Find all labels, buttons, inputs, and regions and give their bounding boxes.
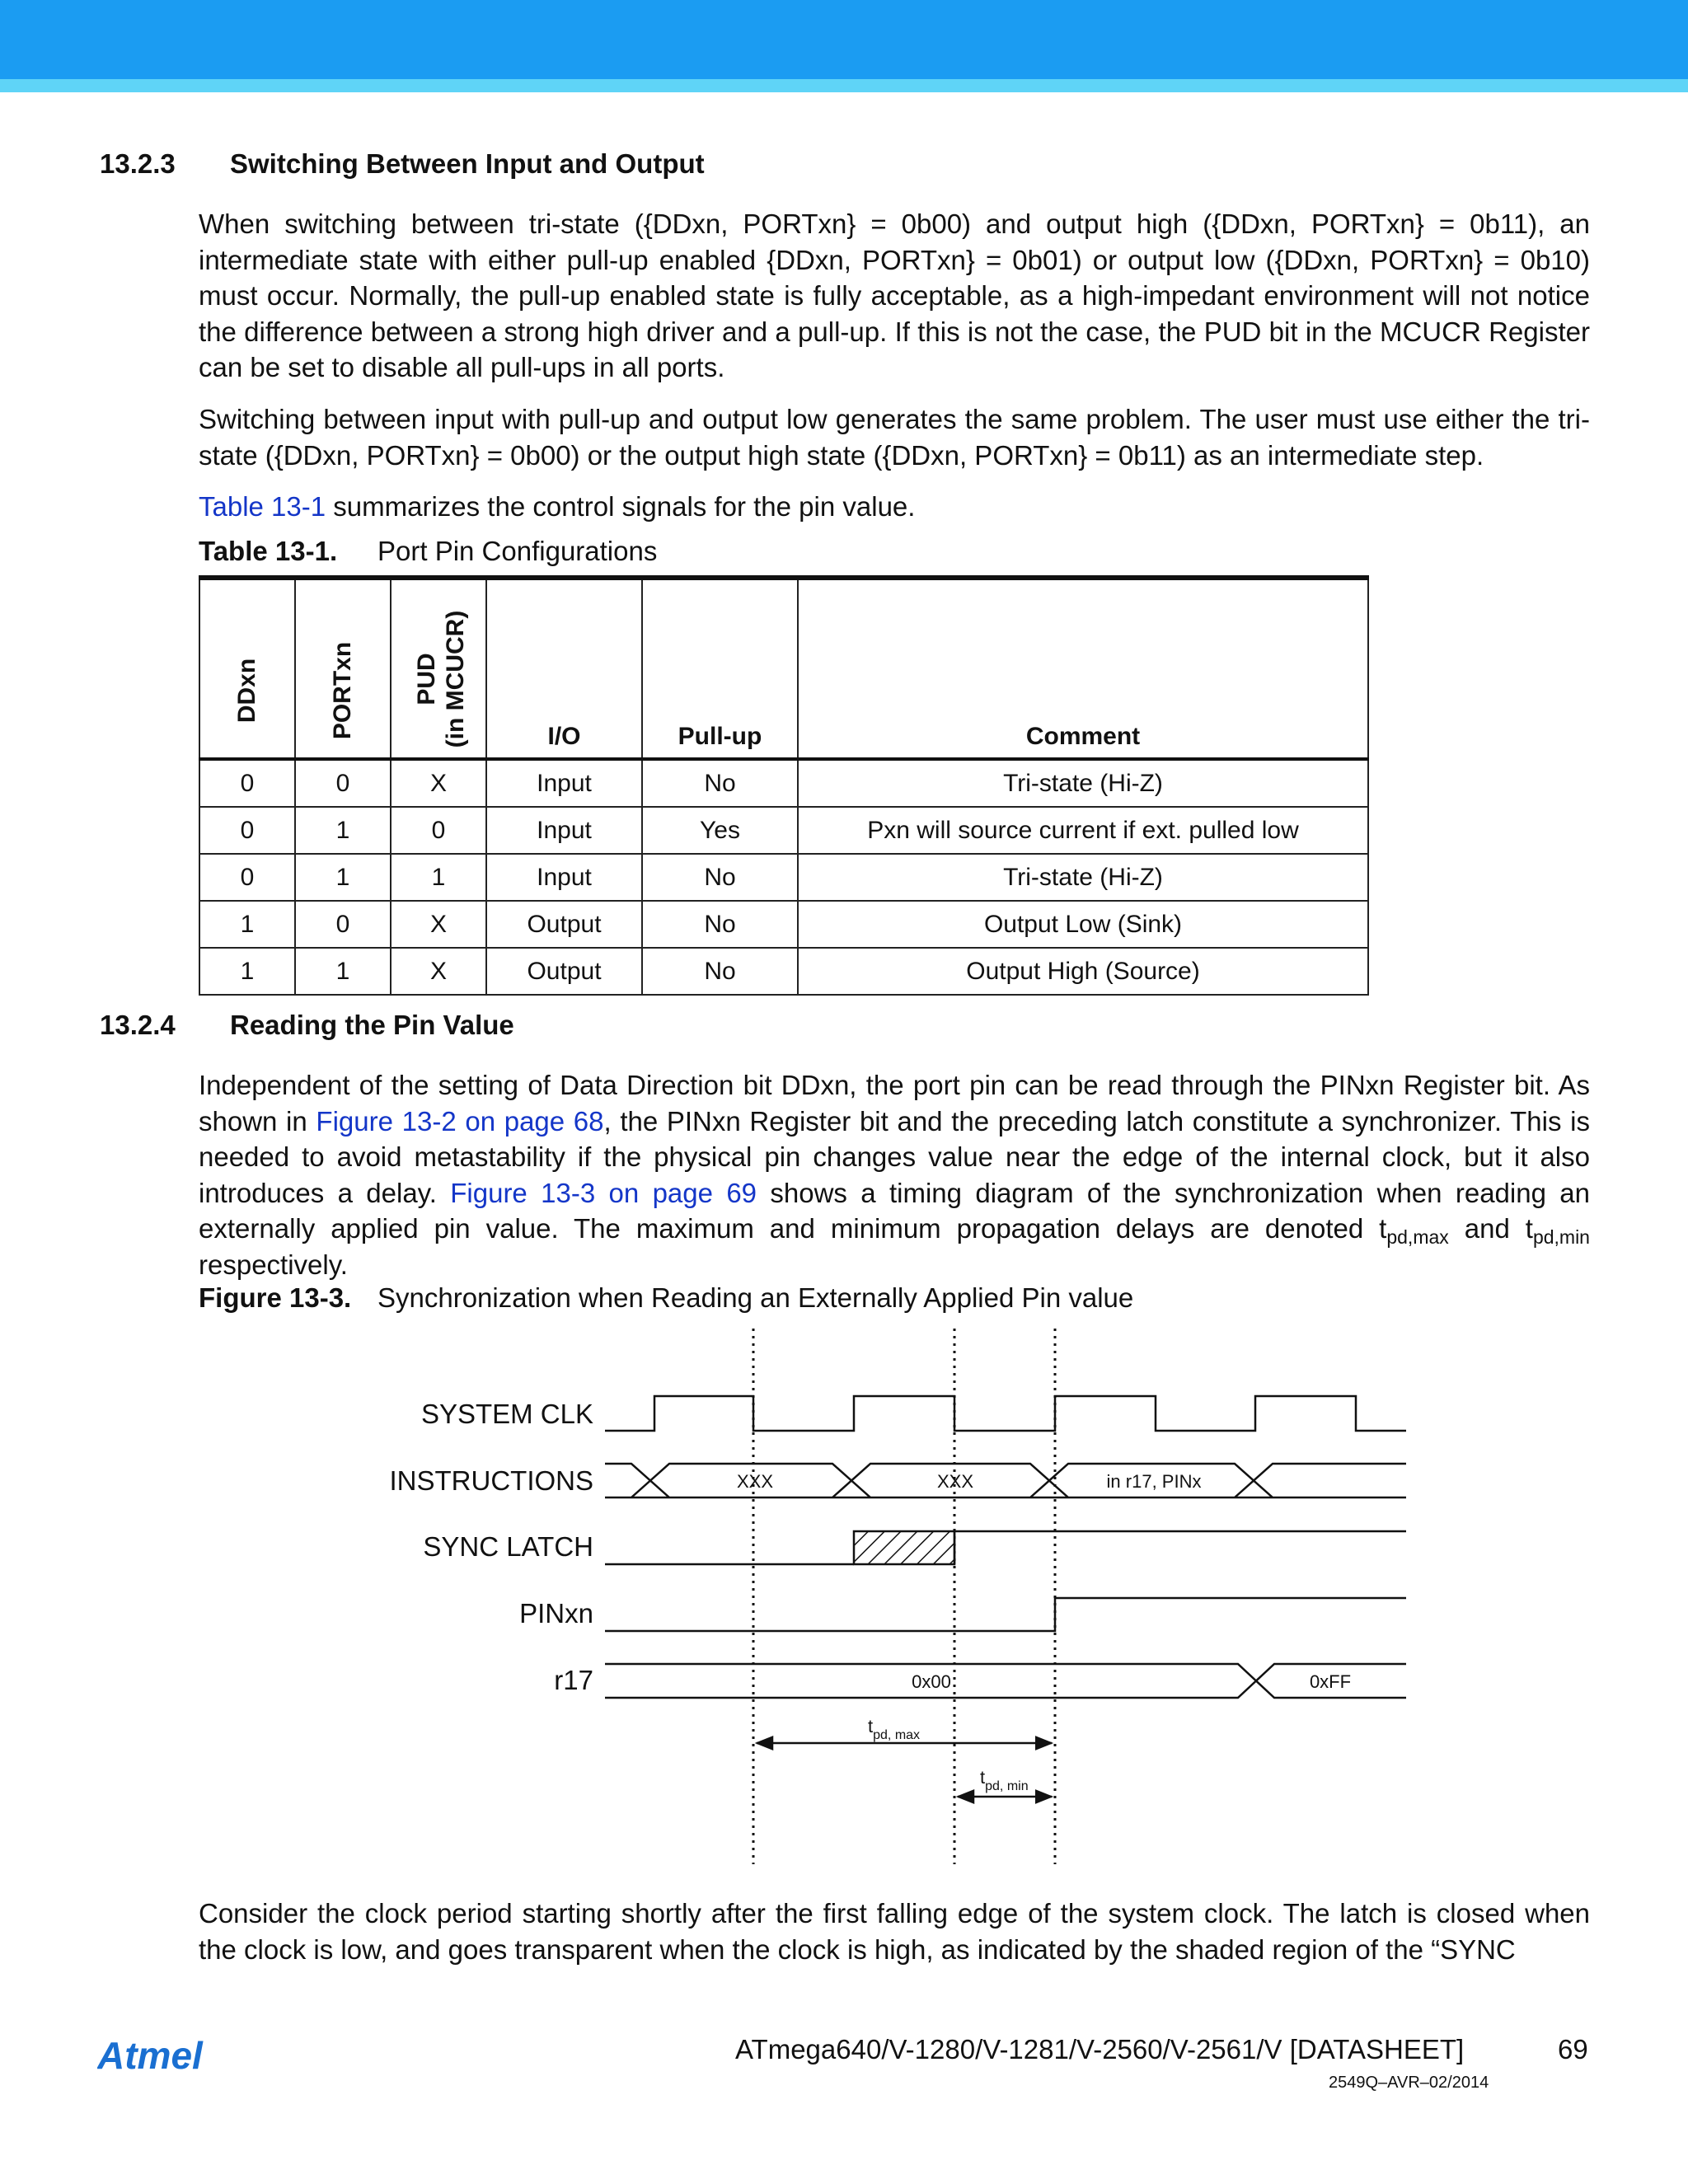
- paragraph-pullup-problem: Switching between input with pull-up and output low generates the same problem. The user must use either the tri-state ({DDxn, PORTxn} = 0b00) or the output high state ({DDxn, PORTxn} = 0b11) as an intermediate step.: [199, 404, 1590, 471]
- cell-portxn: 0: [295, 759, 391, 807]
- instr-bus-label-3: in r17, PINx: [1106, 1471, 1202, 1492]
- cell-io: Input: [486, 807, 642, 854]
- table-caption-text: Port Pin Configurations: [377, 536, 658, 566]
- header-comment: Comment: [798, 578, 1368, 759]
- r17-bus-label-2: 0xFF: [1309, 1671, 1352, 1692]
- cell-ddxn: 1: [199, 948, 295, 995]
- cell-pud: X: [391, 901, 486, 948]
- tpd-min-label: $t_{pd, min}$: [980, 1767, 1029, 1793]
- cell-portxn: 1: [295, 854, 391, 901]
- cell-pullup: No: [642, 901, 798, 948]
- cell-pud: 0: [391, 807, 486, 854]
- cell-portxn: 1: [295, 807, 391, 854]
- instr-bus-label-2: XXX: [936, 1471, 974, 1492]
- signal-label-clk: SYSTEM CLK: [420, 1399, 593, 1429]
- figure-caption-text: Synchronization when Reading an Externally Applied Pin value: [377, 1282, 1134, 1313]
- cell-comment: Tri-state (Hi-Z): [798, 759, 1368, 807]
- table-reference-text: summarizes the control signals for the pin value.: [326, 491, 916, 522]
- header-ddxn: DDxn: [199, 578, 295, 759]
- sync-latch-waveform-high: [954, 1531, 1406, 1564]
- figure-13-2-link[interactable]: Figure 13-2 on page 68: [316, 1105, 604, 1137]
- section-number: 13.2.3: [100, 148, 176, 179]
- section-title: Switching Between Input and Output: [230, 148, 705, 179]
- section-number: 13.2.4: [100, 1010, 176, 1040]
- cell-io: Output: [486, 901, 642, 948]
- cell-ddxn: 0: [199, 854, 295, 901]
- cell-ddxn: 1: [199, 901, 295, 948]
- cell-ddxn: 0: [199, 807, 295, 854]
- clk-waveform: [605, 1396, 1406, 1431]
- cell-pullup: No: [642, 854, 798, 901]
- paragraph-reading-pin: Independent of the setting of Data Direction bit DDxn, the port pin can be read through the PINxn Register bit. As shown in Figure 13-2 on page 68, the PINxn Register bit and the preceding latch constitute a synchronizer. This is needed to avoid metastability if the physical pin changes value near the edge of the internal clock, but it also introduces a delay. Figure 13-3 on page 69 shows a timing diagram of the synchronization when reading an externally applied pin value. The maximum and minimum propagation delays are denoted $t_{pd,max}$ and $t_{pd,min}$ respectively.: [199, 1070, 1590, 1280]
- table-13-1-link[interactable]: Table 13-1: [199, 491, 326, 522]
- cell-io: Input: [486, 759, 642, 807]
- cell-ddxn: 0: [199, 759, 295, 807]
- cell-pud: X: [391, 759, 486, 807]
- instructions-bus: [605, 1464, 1406, 1497]
- cell-comment: Output Low (Sink): [798, 901, 1368, 948]
- header-io: I/O: [486, 578, 642, 759]
- header-pud: PUD (in MCUCR): [391, 578, 486, 759]
- footer-page-number: 69: [1558, 2034, 1588, 2064]
- sync-latch-shaded-region: [854, 1531, 954, 1564]
- r17-bus: [605, 1664, 1406, 1698]
- cell-io: Input: [486, 854, 642, 901]
- signal-label-pinxn: PINxn: [519, 1598, 593, 1629]
- cell-pullup: Yes: [642, 807, 798, 854]
- cell-pud: X: [391, 948, 486, 995]
- cell-portxn: 0: [295, 901, 391, 948]
- footer-document-title: ATmega640/V-1280/V-1281/V-2560/V-2561/V [DATASHEET]: [735, 2034, 1465, 2064]
- signal-label-instructions: INSTRUCTIONS: [389, 1465, 593, 1496]
- cell-portxn: 1: [295, 948, 391, 995]
- atmel-logo: [97, 2036, 237, 2077]
- footer-document-code: 2549Q–AVR–02/2014: [1329, 2074, 1489, 2092]
- header-portxn: PORTxn: [295, 578, 391, 759]
- paragraph-clock-period: Consider the clock period starting shortly after the first falling edge of the system clock. The latch is closed when the clock is low, and goes transparent when the clock is high, as indicated by the shaded region of the “SYNC: [199, 1898, 1590, 1965]
- cell-pullup: No: [642, 948, 798, 995]
- signal-label-r17: r17: [554, 1665, 593, 1695]
- table-caption-label: Table 13-1.: [199, 536, 338, 566]
- cell-comment: Pxn will source current if ext. pulled low: [798, 807, 1368, 854]
- pinxn-waveform: [605, 1598, 1406, 1631]
- figure-13-3-link[interactable]: Figure 13-3 on page 69: [450, 1177, 757, 1208]
- cell-io: Output: [486, 948, 642, 995]
- figure-caption-label: Figure 13-3.: [199, 1282, 352, 1313]
- header-pullup: Pull-up: [642, 578, 798, 759]
- signal-label-sync-latch: SYNC LATCH: [423, 1531, 593, 1562]
- cell-pullup: No: [642, 759, 798, 807]
- tpd-max-label: $t_{pd, max}$: [868, 1716, 921, 1742]
- paragraph-switching-intro: When switching between tri-state ({DDxn, PORTxn} = 0b00) and output high ({DDxn, PORTxn} = 0b11), an intermediate state with either pull-up enabled {DDxn, PORTxn} = 0b01) or output low ({DDxn, PORTxn} = 0b10) must occur. Normally, the pull-up enabled state is fully acceptable, as a high-impedant environment will not notice the difference between a strong high driver and a pull-up. If this is not the case, the PUD bit in the MCUCR Register can be set to disable all pull-ups in all ports.: [199, 209, 1590, 382]
- section-title: Reading the Pin Value: [230, 1010, 514, 1040]
- cell-comment: Output High (Source): [798, 948, 1368, 995]
- r17-bus-label-1: 0x00: [912, 1671, 951, 1692]
- instr-bus-label-1: XXX: [736, 1471, 774, 1492]
- atmel-logo-text: Atmel: [97, 2036, 203, 2077]
- cell-pud: 1: [391, 854, 486, 901]
- cell-comment: Tri-state (Hi-Z): [798, 854, 1368, 901]
